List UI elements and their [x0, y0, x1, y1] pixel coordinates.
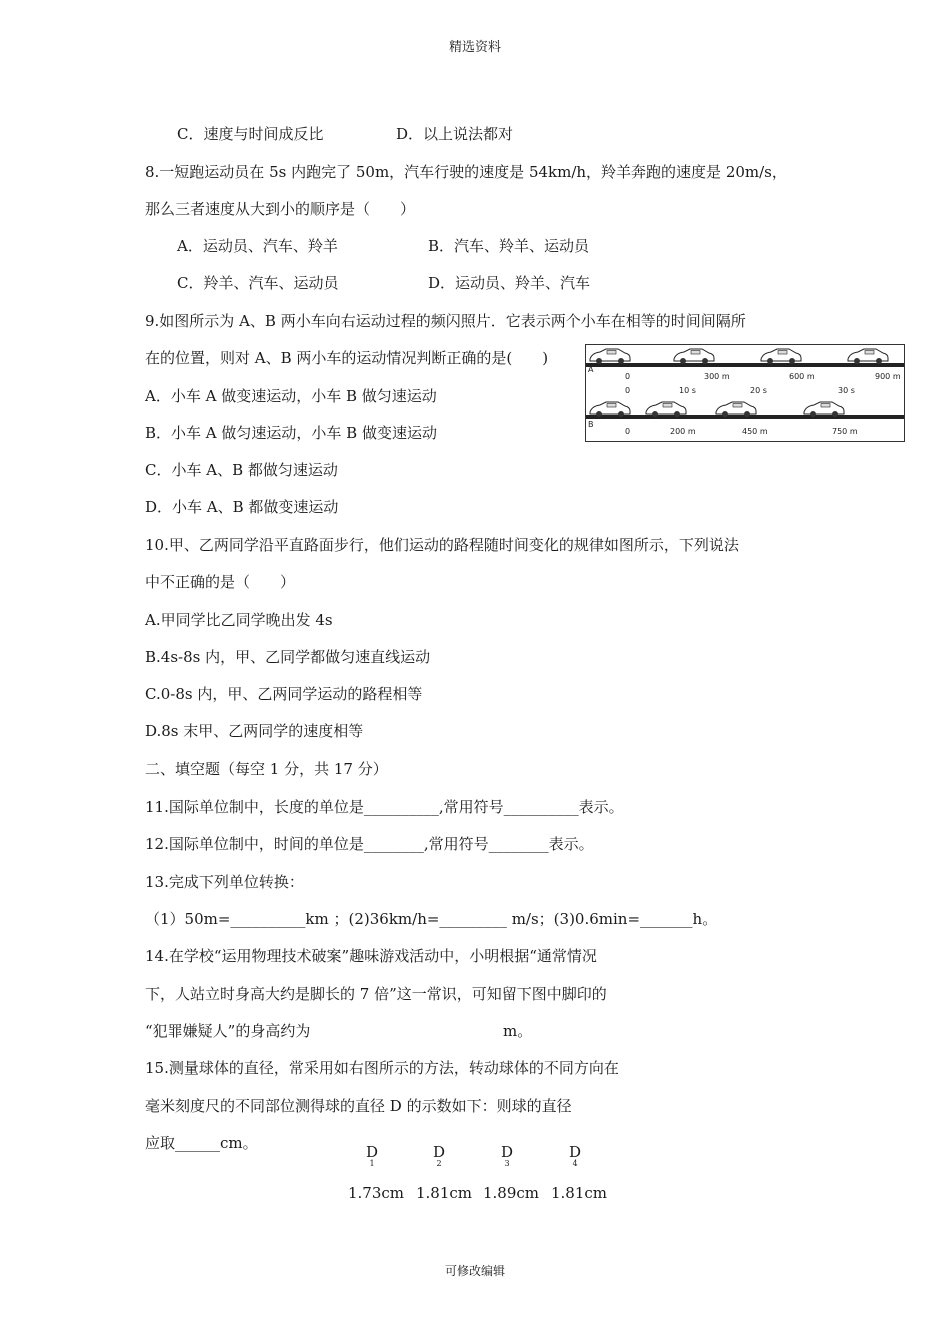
diameter-subscript: 1 — [369, 1159, 375, 1168]
row-b-label: B — [588, 420, 594, 429]
car-b-1 — [590, 402, 630, 417]
q15-line2: 毫米刻度尺的不同部位测得球的直径 D 的示数如下：则球的直径 — [145, 1097, 572, 1115]
q8-option-a: A．运动员、汽车、羚羊 — [177, 237, 338, 255]
q8-option-c: C．羚羊、汽车、运动员 — [177, 274, 339, 292]
q7-option-d: D．以上说法都对 — [396, 125, 514, 143]
q15-line3: 应取______cm。 — [145, 1134, 258, 1152]
car-a-3 — [761, 349, 801, 364]
diameter-value-1: 1.73cm — [348, 1184, 405, 1202]
car-b-3 — [716, 402, 756, 417]
q9-option-b: B．小车 A 做匀速运动，小车 B 做变速运动 — [145, 424, 437, 442]
row-a-time-4: 30 s — [838, 386, 855, 395]
q7-option-c: C．速度与时间成反比 — [177, 125, 324, 143]
car-strobe-figure — [585, 344, 905, 442]
car-a-1 — [590, 349, 630, 364]
diameter-value-4: 1.81cm — [551, 1184, 608, 1202]
row-a-time-2: 10 s — [679, 386, 696, 395]
diameter-subscript: 4 — [572, 1159, 578, 1168]
q8-stem-line2: 那么三者速度从大到小的顺序是（ ） — [145, 200, 416, 218]
q14-unit: m。 — [503, 1022, 533, 1040]
diameter-col-3 — [472, 1143, 542, 1168]
q10-option-b: B.4s-8s 内，甲、乙同学都做匀速直线运动 — [145, 648, 431, 666]
q12: 12.国际单位制中，时间的单位是________,常用符号________表示。 — [145, 835, 594, 853]
diameter-value-3: 1.89cm — [483, 1184, 540, 1202]
row-b-dist-1: 0 — [625, 427, 631, 436]
q11: 11.国际单位制中，长度的单位是__________,常用符号__________表示。 — [145, 798, 624, 816]
row-a-time-1: 0 — [625, 386, 631, 395]
q14-line2: 下，人站立时身高大约是脚长的 7 倍”这一常识，可知留下图中脚印的 — [145, 985, 607, 1003]
q15-line1: 15.测量球体的直径，常采用如右图所示的方法，转动球体的不同方向在 — [145, 1059, 619, 1077]
car-b-4 — [804, 402, 844, 417]
q13-subparts: （1）50m=__________km ；(2)36km/h=_________ m/s；(3)0.6min=_______h。 — [145, 910, 718, 928]
diameter-symbol: D — [568, 1143, 582, 1161]
page-footer: 可修改编辑 — [444, 1264, 505, 1278]
row-a-dist-3: 600 m — [789, 372, 815, 381]
q8-stem-line1: 8.一短跑运动员在 5s 内跑完了 50m，汽车行驶的速度是 54km/h，羚羊奔跑的速度是 20m/s， — [145, 163, 787, 181]
diameter-subscript: 2 — [436, 1159, 442, 1168]
row-a-time-3: 20 s — [750, 386, 767, 395]
car-strobe-svg — [586, 345, 904, 441]
q9-stem-line2: 在的位置，则对 A、B 两小车的运动情况判断正确的是( ) — [145, 349, 549, 367]
row-a-dist-4: 900 m — [875, 372, 901, 381]
q8-option-b: B．汽车、羚羊、运动员 — [428, 237, 590, 255]
q8-option-d: D．运动员、羚羊、汽车 — [428, 274, 591, 292]
row-b-dist-3: 450 m — [742, 427, 768, 436]
row-a-dist-1: 0 — [625, 372, 631, 381]
q10-option-a: A.甲同学比乙同学晚出发 4s — [145, 611, 333, 629]
car-b-2 — [646, 402, 686, 417]
q9-option-c: C．小车 A、B 都做匀速运动 — [145, 461, 338, 479]
q14-line3: “犯罪嫌疑人”的身高约为 — [145, 1022, 311, 1040]
q10-stem-line2: 中不正确的是（ ） — [145, 573, 296, 591]
car-a-2 — [674, 349, 714, 364]
diameter-subscript: 3 — [504, 1159, 510, 1168]
diameter-symbol: D — [432, 1143, 446, 1161]
page-header: 精选资料 — [448, 40, 501, 55]
q13: 13.完成下列单位转换： — [145, 873, 304, 891]
diameter-col-1 — [337, 1143, 407, 1168]
section-2-heading: 二、填空题（每空 1 分，共 17 分） — [145, 760, 388, 778]
q9-option-a: A．小车 A 做变速运动，小车 B 做匀速运动 — [145, 387, 437, 405]
diameter-symbol: D — [365, 1143, 379, 1161]
row-a-label: A — [588, 365, 594, 374]
row-b-dist-2: 200 m — [670, 427, 696, 436]
q10-option-c: C.0-8s 内，甲、乙两同学运动的路程相等 — [145, 685, 423, 703]
diameter-col-2 — [404, 1143, 474, 1168]
q10-stem-line1: 10.甲、乙两同学沿平直路面步行，他们运动的路程随时间变化的规律如图所示，下列说法 — [145, 536, 739, 554]
q9-stem-line1: 9.如图所示为 A、B 两小车向右运动过程的频闪照片．它表示两个小车在相等的时间间隔所 — [145, 312, 746, 330]
row-a-dist-2: 300 m — [704, 372, 730, 381]
diameter-symbol: D — [500, 1143, 514, 1161]
diameter-col-4 — [540, 1143, 610, 1168]
q9-option-d: D．小车 A、B 都做变速运动 — [145, 498, 339, 516]
car-a-4 — [848, 349, 888, 364]
q10-option-d: D.8s 末甲、乙两同学的速度相等 — [145, 722, 364, 740]
row-b-dist-4: 750 m — [832, 427, 858, 436]
q14-line1: 14.在学校“运用物理技术破案”趣味游戏活动中，小明根据“通常情况 — [145, 947, 597, 965]
diameter-value-2: 1.81cm — [416, 1184, 473, 1202]
